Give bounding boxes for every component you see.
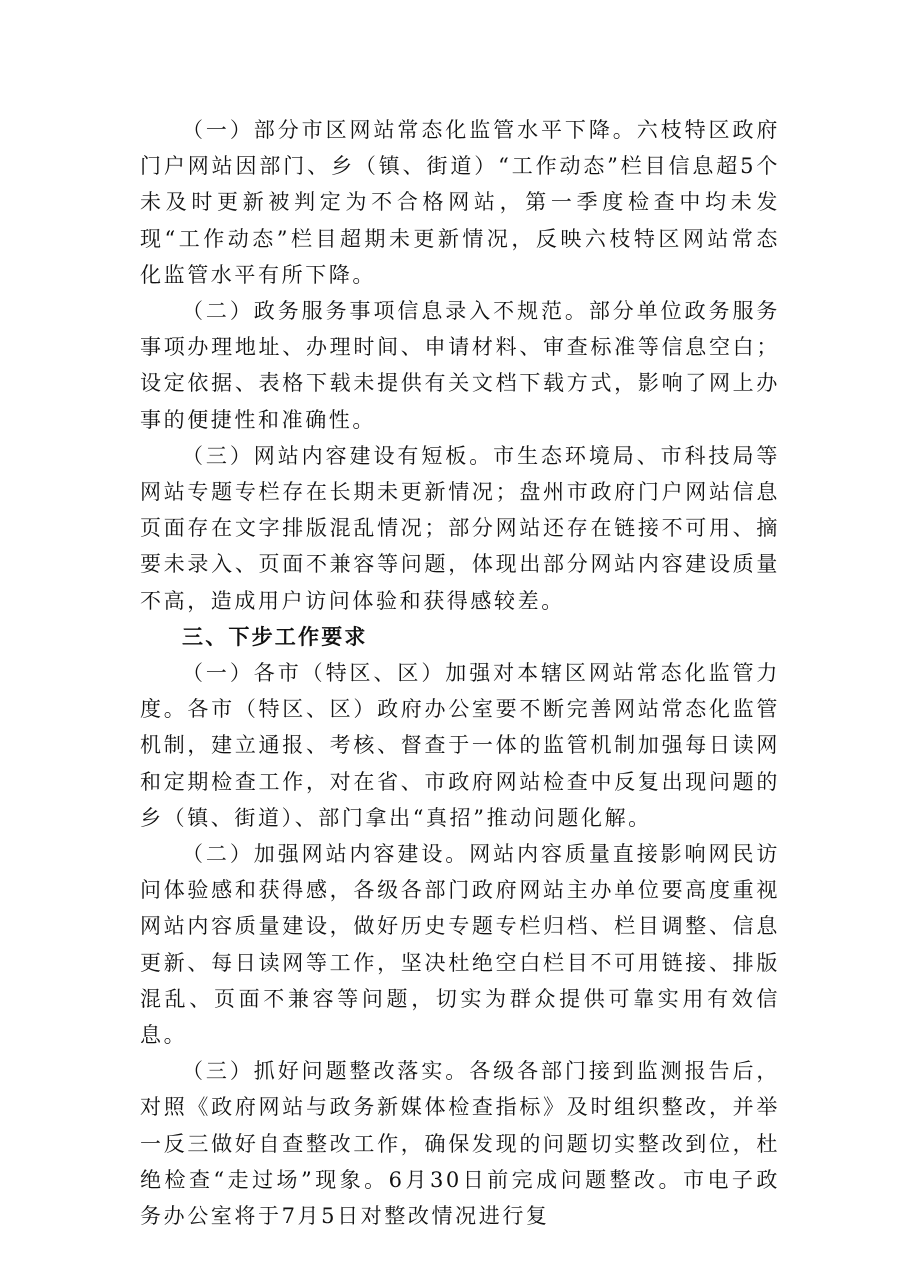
paragraph-issue-2: （二）政务服务事项信息录入不规范。部分单位政务服务事项办理地址、办理时间、申请材料、审查标准等信息空白；设定依据、表格下载未提供有关文档下载方式，影响了网上办事的便捷性和准确性。: [140, 299, 780, 432]
paragraph-issue-1: （一）部分市区网站常态化监管水平下降。六枝特区政府门户网站因部门、乡（镇、街道）“工作动态”栏目信息超5个未及时更新被判定为不合格网站，第一季度检查中均未发现“工作动态”栏目超期未更新情况，反映六枝特区网站常态化监管水平有所下降。: [140, 118, 780, 287]
paragraph-requirement-1: （一）各市（特区、区）加强对本辖区网站常态化监管力度。各市（特区、区）政府办公室要不断完善网站常态化监管机制，建立通报、考核、督查于一体的监管机制加强每日读网和定期检查工作，对在省、市政府网站检查中反复出现问题的乡（镇、街道）、部门拿出“真招”推动问题化解。: [140, 661, 780, 830]
section-heading: 三、下步工作要求: [182, 624, 368, 649]
paragraph-requirement-2: （二）加强网站内容建设。网站内容质量直接影响网民访问体验感和获得感，各级各部门政府网站主办单位要高度重视网站内容质量建设，做好历史专题专栏归档、栏目调整、信息更新、每日读网等工作，坚决杜绝空白栏目不可用链接、排版混乱、页面不兼容等问题，切实为群众提供可靠实用有效信息。: [140, 842, 780, 1048]
document-body: [140, 112, 780, 1234]
paragraph-issue-3: （三）网站内容建设有短板。市生态环境局、市科技局等网站专题专栏存在长期未更新情况；盘州市政府门户网站信息页面存在文字排版混乱情况；部分网站还存在链接不可用、摘要未录入、页面不兼容等问题，体现出部分网站内容建设质量不高，造成用户访问体验和获得感较差。: [140, 443, 780, 613]
paragraph-requirement-3: （三）抓好问题整改落实。各级各部门接到监测报告后，对照《政府网站与政务新媒体检查指标》及时组织整改，并举一反三做好自查整改工作，确保发现的问题切实整改到位，杜绝检查“走过场”现象。6月30日前完成问题整改。市电子政务办公室将于7月5日对整改情况进行复: [140, 1059, 780, 1229]
